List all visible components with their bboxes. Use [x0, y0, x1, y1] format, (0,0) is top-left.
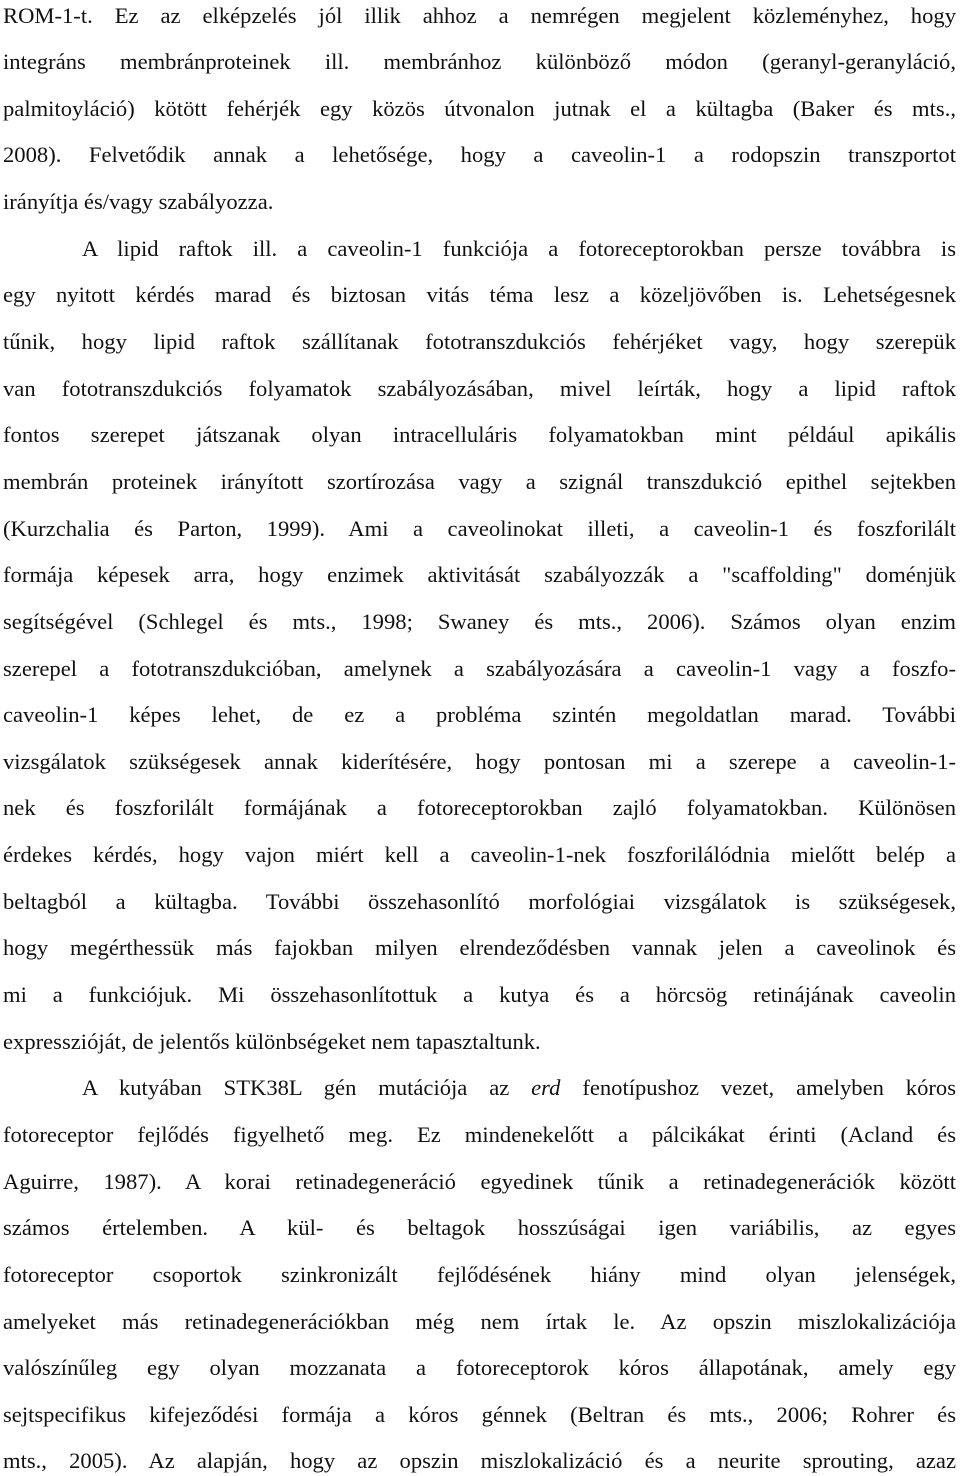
text-line: amelyeket más retinadegenerációkban még nem írtak le. Az opszin miszlokalizációja: [3, 1309, 956, 1334]
text-line: caveolin-1 képes lehet, de ez a probléma szintén megoldatlan marad. További: [3, 702, 956, 727]
text-line: palmitoyláció) kötött fehérjék egy közös útvonalon jutnak el a kültagba (Baker és mts.,: [3, 96, 956, 121]
text-line: [82, 1073, 956, 1103]
text-line: Aguirre, 1987). A korai retinadegeneráció egyedinek tűnik a retinadegenerációk között: [3, 1169, 956, 1194]
text-line: hogy megérthessük más fajokban milyen elrendeződésben vannak jelen a caveolinok és: [3, 935, 956, 960]
text-line: 2008). Felvetődik annak a lehetősége, hogy a caveolin-1 a rodopszin transzportot: [3, 142, 956, 167]
text-line: sejtspecifikus kifejeződési formája a kóros génnek (Beltran és mts., 2006; Rohrer és: [3, 1402, 956, 1427]
text-line: mi a funkciójuk. Mi összehasonlítottuk a kutya és a hörcsög retinájának caveolin: [3, 982, 956, 1007]
text-line: érdekes kérdés, hogy vajon miért kell a caveolin-1-nek foszforilálódnia mielőtt belép a: [3, 842, 956, 867]
text-line: beltagból a kültagba. További összehasonlító morfológiai vizsgálatok is szükségesek,: [3, 889, 956, 914]
text-line: fontos szerepet játszanak olyan intracelluláris folyamatokban mint például apikális: [3, 422, 956, 447]
text-line: tűnik, hogy lipid raftok szállítanak fototranszdukciós fehérjéket vagy, hogy szerepük: [3, 329, 956, 354]
text-line: membrán proteinek irányított szortírozása vagy a szignál transzdukció epithel sejtekben: [3, 469, 956, 494]
text-line: nek és foszforilált formájának a fotoreceptorokban zajló folyamatokban. Különösen: [3, 795, 956, 820]
text-line: A lipid raftok ill. a caveolin-1 funkciója a fotoreceptorokban persze továbbra is: [82, 236, 956, 261]
text-line: egy nyitott kérdés marad és biztosan vitás téma lesz a közeljövőben is. Lehetségesnek: [3, 282, 956, 307]
text-line: fotoreceptor fejlődés figyelhető meg. Ez mindenekelőtt a pálcikákat érinti (Acland és: [3, 1122, 956, 1147]
text-line: van fototranszdukciós folyamatok szabályozásában, mivel leírták, hogy a lipid raftok: [3, 376, 956, 401]
text-line: irányítja és/vagy szabályozza.: [3, 189, 274, 214]
text-segment: A kutyában STK38L gén mutációja az: [82, 1075, 532, 1100]
text-line: számos értelemben. A kül- és beltagok hosszúságai igen variábilis, az egyes: [3, 1215, 956, 1240]
text-line: integráns membránproteinek ill. membránhoz különböző módon (geranyl-geranyláció,: [3, 49, 956, 74]
text-line: expresszióját, de jelentős különbségeket nem tapasztaltunk.: [3, 1029, 541, 1054]
text-line: valószínűleg egy olyan mozzanata a fotoreceptorok kóros állapotának, amely egy: [3, 1355, 956, 1380]
text-segment: fenotípushoz vezet, amelyben kóros: [560, 1075, 956, 1100]
text-line: ROM-1-t. Ez az elképzelés jól illik ahhoz a nemrégen megjelent közleményhez, hogy: [3, 3, 956, 28]
italic-gene-name: erd: [531, 1075, 561, 1100]
text-line: (Kurzchalia és Parton, 1999). Ami a caveolinokat illeti, a caveolin-1 és foszforilált: [3, 516, 956, 541]
text-line: vizsgálatok szükségesek annak kiderítésére, hogy pontosan mi a szerepe a caveolin-1-: [3, 749, 956, 774]
text-line: formája képesek arra, hogy enzimek aktivitását szabályozzák a "scaffolding" doménjük: [3, 562, 956, 587]
text-line: szerepel a fototranszdukcióban, amelynek a szabályozására a caveolin-1 vagy a foszfo-: [3, 656, 956, 681]
text-line: segítségével (Schlegel és mts., 1998; Swaney és mts., 2006). Számos olyan enzim: [3, 609, 956, 634]
text-line: fotoreceptor csoportok szinkronizált fejlődésének hiány mind olyan jelenségek,: [3, 1262, 956, 1287]
text-line: mts., 2005). Az alapján, hogy az opszin miszlokalizáció és a neurite sprouting, azaz: [3, 1448, 956, 1473]
